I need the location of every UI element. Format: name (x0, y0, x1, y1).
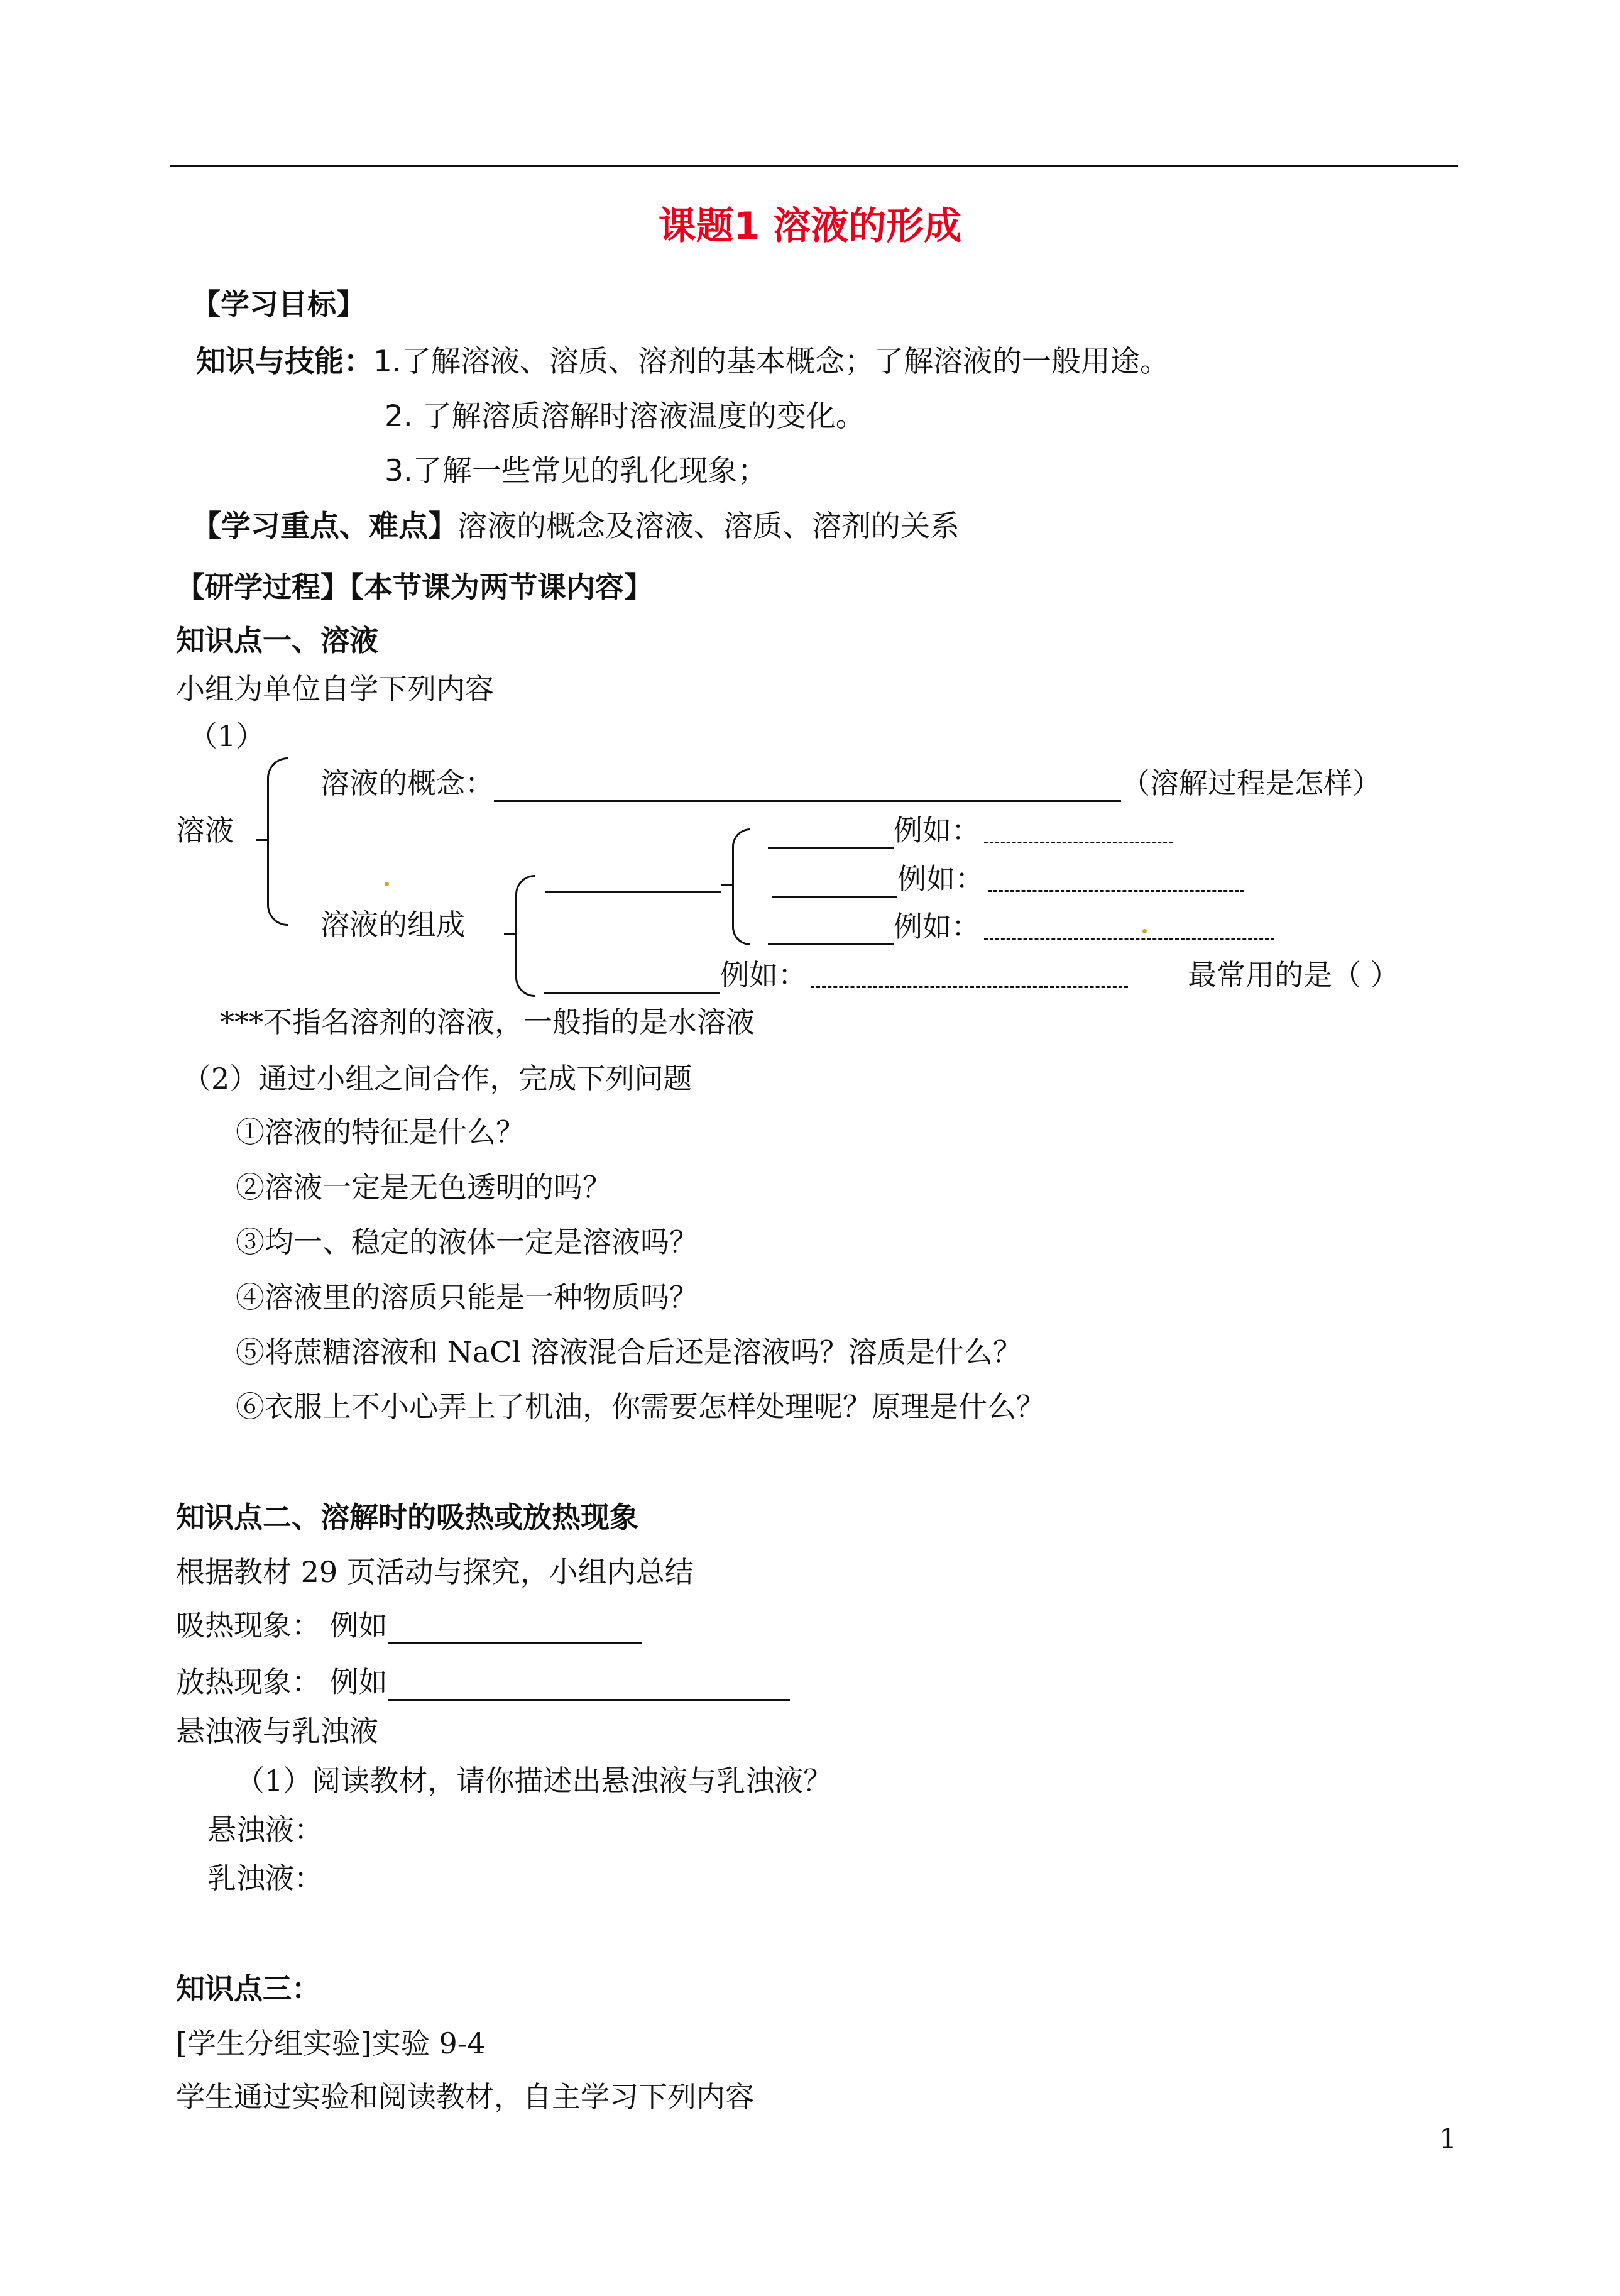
suspension-label: 悬浊液： (207, 1813, 323, 1847)
example-dash-2[interactable] (988, 871, 1244, 892)
point2-heading: 知识点二、溶解时的吸热或放热现象 (176, 1500, 638, 1534)
mixture-heading: 悬浊液与乳浊液 (176, 1714, 378, 1748)
key-points-label: 【学习重点、难点】 (192, 509, 457, 544)
emulsion-label: 乳浊液： (207, 1861, 323, 1895)
example-label-3: 例如： (894, 909, 980, 943)
example-dash-3[interactable] (984, 919, 1274, 940)
composition-brace (515, 875, 535, 997)
example-label-1: 例如： (894, 813, 980, 847)
solute-brace (732, 828, 750, 945)
key-points-text: 溶液的概念及溶液、溶质、溶剂的关系 (457, 509, 960, 544)
composition-brace-tip (504, 933, 515, 935)
root-brace (267, 757, 288, 926)
example-dash-4[interactable] (811, 967, 1128, 988)
endothermic-label: 吸热现象： 例如 (176, 1608, 388, 1642)
question-5: ⑤将蔗糖溶液和 NaCl 溶液混合后还是溶液吗？溶质是什么？ (236, 1335, 1022, 1369)
point2-intro: 根据教材 29 页活动与探究，小组内总结 (176, 1555, 694, 1589)
point3-experiment: [学生分组实验]实验 9-4 (176, 2026, 486, 2060)
concept-blank[interactable] (494, 771, 1121, 802)
objective-item-1: 1.了解溶液、溶质、溶剂的基本概念；了解溶液的一般用途。 (373, 344, 1169, 379)
solute-row-1 (768, 808, 1173, 849)
header-rule (170, 165, 1458, 167)
example-label-2: 例如： (897, 862, 984, 896)
example-label-4: 例如： (720, 958, 807, 992)
solute-state-blank-2[interactable] (772, 867, 897, 898)
example-dash-1[interactable] (984, 823, 1173, 843)
part1-label: （1） (189, 719, 265, 753)
solvent-blank[interactable] (544, 963, 720, 994)
point1-intro: 小组为单位自学下列内容 (176, 672, 494, 706)
solvent-note: ***不指名溶剂的溶液，一般指的是水溶液 (220, 1005, 755, 1039)
solvent-row (544, 952, 1128, 994)
root-brace-tip (256, 839, 267, 841)
solute-blank[interactable] (545, 862, 721, 893)
composition-label: 溶液的组成 (320, 908, 465, 942)
endothermic-blank[interactable] (388, 1613, 642, 1644)
solute-brace-tip (721, 884, 733, 886)
exothermic-row (176, 1659, 790, 1701)
question-3: ③均一、稳定的液体一定是溶液吗？ (236, 1225, 698, 1259)
page-number: 1 (1439, 2123, 1457, 2155)
point3-heading: 知识点三： (176, 1972, 320, 2006)
point1-heading: 知识点一、溶液 (176, 623, 378, 657)
concept-hint: （溶解过程是怎样） (1121, 766, 1381, 800)
key-points-line (192, 503, 960, 545)
process-heading: 【研学过程】【本节课为两节课内容】 (176, 570, 653, 604)
knowledge-label: 知识与技能： (196, 344, 373, 379)
question-1: ①溶液的特征是什么？ (236, 1115, 525, 1149)
exothermic-blank[interactable] (388, 1670, 790, 1701)
concept-row (320, 761, 1381, 802)
part2-label: （2）通过小组之间合作，完成下列问题 (182, 1062, 692, 1096)
question-6: ⑥衣服上不小心弄上了机油，你需要怎样处理呢？原理是什么？ (236, 1390, 1045, 1424)
solute-row-3 (768, 904, 1274, 945)
page-title: 课题1 溶液的形成 (658, 204, 962, 248)
concept-label: 溶液的概念： (320, 766, 494, 800)
question-4: ④溶液里的溶质只能是一种物质吗？ (236, 1280, 698, 1314)
exothermic-label: 放热现象： 例如 (176, 1665, 388, 1699)
diagram-root-label: 溶液 (176, 813, 234, 847)
endothermic-row (176, 1603, 642, 1644)
solute-state-blank-3[interactable] (768, 915, 894, 945)
knowledge-skills-label (196, 338, 1169, 380)
point3-intro: 学生通过实验和阅读教材，自主学习下列内容 (176, 2080, 754, 2114)
scan-speck (385, 882, 389, 886)
scan-speck (1142, 929, 1147, 933)
mixture-question: （1）阅读教材，请你描述出悬浊液与乳浊液？ (236, 1764, 833, 1798)
question-2: ②溶液一定是无色透明的吗？ (236, 1170, 611, 1204)
objective-item-2: 2. 了解溶质溶解时溶液温度的变化。 (385, 399, 865, 434)
most-common: 最常用的是（ ） (1188, 958, 1399, 992)
solute-state-blank-1[interactable] (768, 818, 894, 849)
objective-item-3: 3.了解一些常见的乳化现象； (385, 454, 767, 488)
objectives-heading: 【学习目标】 (192, 287, 365, 321)
solute-row-2 (772, 856, 1244, 898)
